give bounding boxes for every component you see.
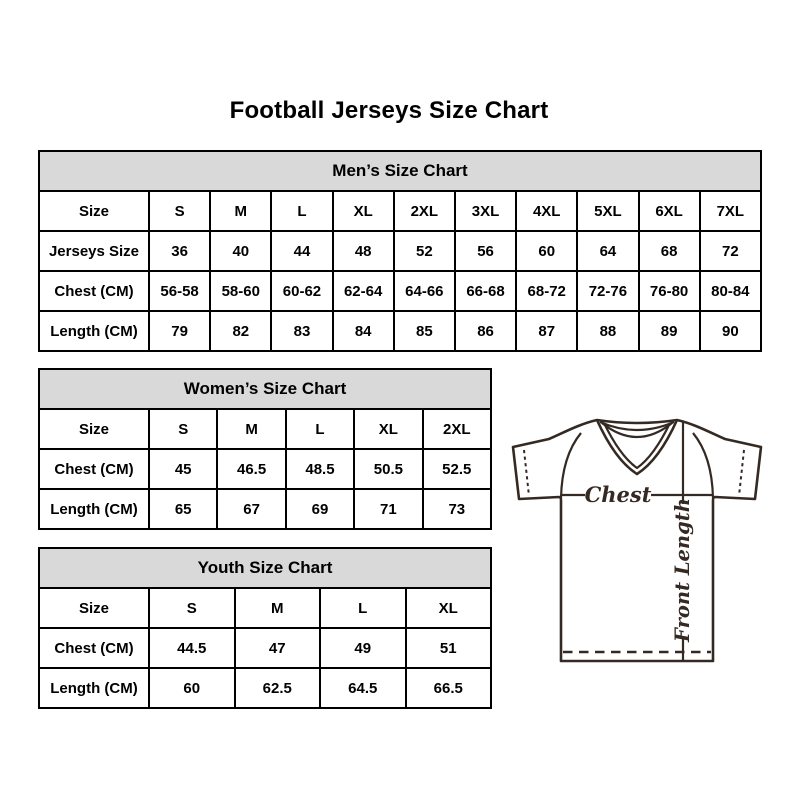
value-cell: 44 <box>271 231 332 271</box>
table-row <box>39 409 491 449</box>
value-cell: 60-62 <box>271 271 332 311</box>
value-cell: 64.5 <box>320 668 406 708</box>
value-cell: 5XL <box>577 191 638 231</box>
row-label-cell: Length (CM) <box>39 668 149 708</box>
value-cell: 6XL <box>639 191 700 231</box>
row-label-cell: Jerseys Size <box>39 231 149 271</box>
value-cell: 65 <box>149 489 217 529</box>
value-cell: 88 <box>577 311 638 351</box>
value-cell: 68-72 <box>516 271 577 311</box>
value-cell: 72 <box>700 231 761 271</box>
chest-label: Chest <box>584 482 652 507</box>
table-row <box>39 489 491 529</box>
jersey-outline <box>513 420 761 661</box>
value-cell: 72-76 <box>577 271 638 311</box>
value-cell: XL <box>406 588 492 628</box>
value-cell: 64 <box>577 231 638 271</box>
value-cell: 46.5 <box>217 449 285 489</box>
value-cell: 84 <box>333 311 394 351</box>
value-cell: 62.5 <box>235 668 321 708</box>
value-cell: 47 <box>235 628 321 668</box>
value-cell: S <box>149 191 210 231</box>
table-header-row <box>39 369 491 409</box>
value-cell: 50.5 <box>354 449 422 489</box>
table-row <box>39 449 491 489</box>
value-cell: 45 <box>149 449 217 489</box>
row-label-cell: Size <box>39 588 149 628</box>
row-label-cell: Size <box>39 191 149 231</box>
row-label-cell: Chest (CM) <box>39 449 149 489</box>
value-cell: 60 <box>516 231 577 271</box>
value-cell: 80-84 <box>700 271 761 311</box>
table-row <box>39 588 491 628</box>
value-cell: S <box>149 588 235 628</box>
table-row <box>39 628 491 668</box>
jersey-measurement-diagram <box>505 408 763 666</box>
value-cell: 56-58 <box>149 271 210 311</box>
value-cell: 67 <box>217 489 285 529</box>
row-label-cell: Length (CM) <box>39 489 149 529</box>
womens-size-chart-table <box>38 368 492 530</box>
value-cell: 66-68 <box>455 271 516 311</box>
value-cell: 3XL <box>455 191 516 231</box>
value-cell: L <box>286 409 354 449</box>
value-cell: 68 <box>639 231 700 271</box>
value-cell: 52.5 <box>423 449 491 489</box>
value-cell: S <box>149 409 217 449</box>
value-cell: 85 <box>394 311 455 351</box>
value-cell: 69 <box>286 489 354 529</box>
value-cell: 89 <box>639 311 700 351</box>
womens-chart-title: Women’s Size Chart <box>39 369 491 409</box>
table-header-row <box>39 548 491 588</box>
value-cell: 40 <box>210 231 271 271</box>
value-cell: 2XL <box>423 409 491 449</box>
page-title: Football Jerseys Size Chart <box>229 97 549 124</box>
youth-chart-title: Youth Size Chart <box>39 548 491 588</box>
value-cell: 2XL <box>394 191 455 231</box>
table-header-row <box>39 151 761 191</box>
value-cell: 90 <box>700 311 761 351</box>
value-cell: 83 <box>271 311 332 351</box>
value-cell: 64-66 <box>394 271 455 311</box>
value-cell: XL <box>333 191 394 231</box>
value-cell: 62-64 <box>333 271 394 311</box>
value-cell: 44.5 <box>149 628 235 668</box>
youth-size-chart-table <box>38 547 492 709</box>
mens-size-chart-table <box>38 150 762 352</box>
value-cell: XL <box>354 409 422 449</box>
row-label-cell: Chest (CM) <box>39 271 149 311</box>
value-cell: 48 <box>333 231 394 271</box>
value-cell: 86 <box>455 311 516 351</box>
value-cell: 49 <box>320 628 406 668</box>
value-cell: 56 <box>455 231 516 271</box>
mens-chart-title: Men’s Size Chart <box>39 151 761 191</box>
row-label-cell: Size <box>39 409 149 449</box>
value-cell: 60 <box>149 668 235 708</box>
value-cell: 4XL <box>516 191 577 231</box>
value-cell: 66.5 <box>406 668 492 708</box>
value-cell: M <box>210 191 271 231</box>
table-row <box>39 668 491 708</box>
value-cell: L <box>320 588 406 628</box>
value-cell: 87 <box>516 311 577 351</box>
value-cell: 82 <box>210 311 271 351</box>
value-cell: 76-80 <box>639 271 700 311</box>
front-length-label: Front Length <box>671 498 694 642</box>
value-cell: 52 <box>394 231 455 271</box>
table-row <box>39 311 761 351</box>
row-label-cell: Chest (CM) <box>39 628 149 668</box>
value-cell: 36 <box>149 231 210 271</box>
value-cell: 7XL <box>700 191 761 231</box>
value-cell: 79 <box>149 311 210 351</box>
value-cell: 48.5 <box>286 449 354 489</box>
table-row <box>39 231 761 271</box>
value-cell: 73 <box>423 489 491 529</box>
table-row <box>39 191 761 231</box>
row-label-cell: Length (CM) <box>39 311 149 351</box>
value-cell: M <box>235 588 321 628</box>
table-row <box>39 271 761 311</box>
value-cell: 58-60 <box>210 271 271 311</box>
value-cell: 71 <box>354 489 422 529</box>
value-cell: 51 <box>406 628 492 668</box>
value-cell: M <box>217 409 285 449</box>
value-cell: L <box>271 191 332 231</box>
